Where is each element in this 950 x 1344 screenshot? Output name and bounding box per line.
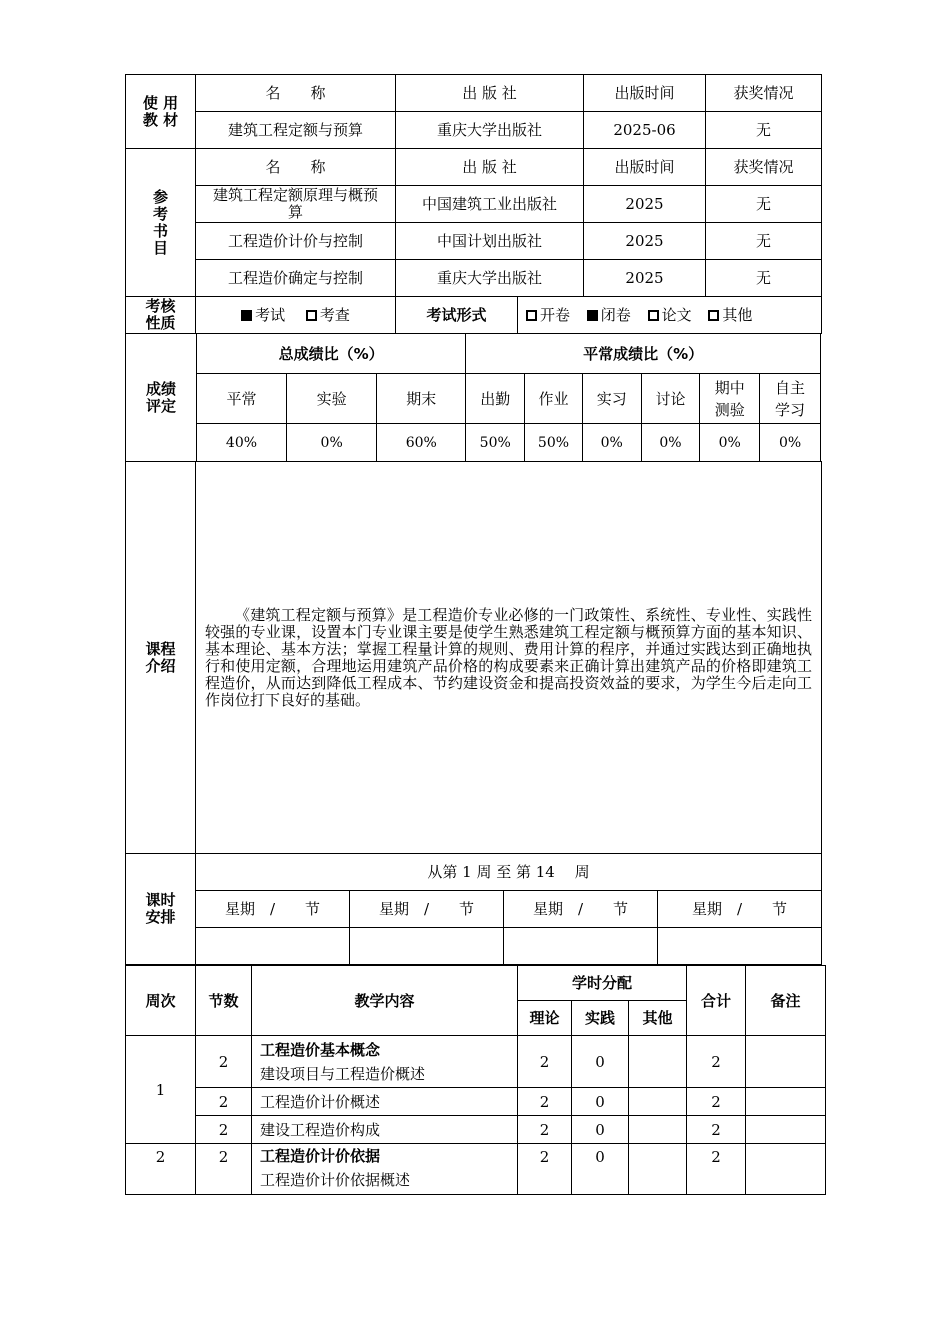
intro-text: 《建筑工程定额与预算》是工程造价专业必修的一门政策性、系统性、专业性、实践性较强的专业课，设置本门专业课主要是使学生熟悉建筑工程定额与概预算方面的基本知识、基本理论、基本方法；掌握工程量计算的规则、费用计算的程序，并通过实践达到正确地执行和使用定额，合理地运用建筑产品价格的构成要素来正确计算出建筑产品的价格即建筑工程造价，从而达到降低工程成本、节约建设资金和提高投资效益的要求，为学生今后走向工作岗位打下良好的基础。 [205, 605, 812, 709]
textbook-reference-table [125, 74, 822, 297]
plan-section: 2 [196, 1088, 252, 1116]
schedule-slot: 星期 / 节 [504, 891, 658, 928]
header-remark: 备注 [746, 966, 826, 1036]
ref-award: 无 [706, 223, 822, 260]
plan-detail: 建设工程造价构成 [252, 1116, 518, 1144]
schedule-weeks: 从第 1 周 至 第 14 周 [196, 854, 822, 891]
schedule-cell [350, 928, 504, 965]
grade-item: 实验 [287, 374, 377, 424]
schedule-table [125, 853, 822, 965]
plan-section: 2 [196, 1036, 252, 1088]
textbook-label: 使 用 教 材 [126, 75, 196, 149]
option-paper[interactable]: 论文 [648, 306, 692, 324]
plan-theory: 2 [518, 1144, 572, 1195]
plan-practice: 0 [572, 1088, 629, 1116]
plan-practice: 0 [572, 1036, 629, 1088]
header-section: 节数 [196, 966, 252, 1036]
schedule-slot: 星期 / 节 [196, 891, 350, 928]
checkbox-empty-icon [648, 310, 659, 321]
grade-item: 实习 [582, 374, 641, 424]
ref-publisher: 重庆大学出版社 [396, 260, 584, 297]
header-total: 合计 [687, 966, 746, 1036]
total-grade-header: 总成绩比（%） [196, 334, 465, 374]
plan-practice: 0 [572, 1116, 629, 1144]
header-name: 名 称 [196, 75, 396, 112]
grade-value: 0% [700, 424, 760, 462]
intro-label: 课程介绍 [126, 462, 196, 854]
plan-section: 2 [196, 1116, 252, 1144]
assessment-label: 考核性质 [126, 297, 196, 334]
plan-theory: 2 [518, 1088, 572, 1116]
ref-publisher: 中国计划出版社 [396, 223, 584, 260]
ref-name: 建筑工程定额原理与概预算 [196, 186, 396, 223]
grade-value: 0% [641, 424, 700, 462]
ref-name: 工程造价计价与控制 [196, 223, 396, 260]
header-award: 获奖情况 [706, 75, 822, 112]
ref-award: 无 [706, 186, 822, 223]
schedule-slot: 星期 / 节 [350, 891, 504, 928]
schedule-cell [504, 928, 658, 965]
option-exam[interactable]: 考试 [241, 306, 285, 324]
checkbox-empty-icon [306, 310, 317, 321]
header-week: 周次 [126, 966, 196, 1036]
grade-value: 0% [582, 424, 641, 462]
grading-table [125, 333, 821, 462]
textbook-publisher: 重庆大学出版社 [396, 112, 584, 149]
ref-date: 2025 [584, 260, 706, 297]
header-practice: 实践 [572, 1001, 629, 1036]
grade-item: 平常 [196, 374, 286, 424]
option-other[interactable]: 其他 [708, 306, 752, 324]
ref-header-name: 名 称 [196, 149, 396, 186]
header-other: 其他 [629, 1001, 687, 1036]
textbook-name: 建筑工程定额与预算 [196, 112, 396, 149]
grade-item: 出勤 [466, 374, 525, 424]
plan-total: 2 [687, 1116, 746, 1144]
plan-total: 2 [687, 1036, 746, 1088]
grade-value: 50% [466, 424, 525, 462]
ref-date: 2025 [584, 186, 706, 223]
header-content: 教学内容 [252, 966, 518, 1036]
grade-value: 50% [525, 424, 583, 462]
exam-form-label: 考试形式 [396, 297, 518, 334]
checkbox-checked-icon [241, 310, 252, 321]
checkbox-checked-icon [587, 310, 598, 321]
option-open-book[interactable]: 开卷 [526, 306, 570, 324]
plan-other [629, 1088, 687, 1116]
plan-content [252, 1036, 518, 1088]
plan-section: 2 [196, 1144, 252, 1195]
checkbox-empty-icon [708, 310, 719, 321]
plan-remark [746, 1036, 826, 1088]
ref-publisher: 中国建筑工业出版社 [396, 186, 584, 223]
schedule-cell [196, 928, 350, 965]
plan-remark [746, 1144, 826, 1195]
plan-total: 2 [687, 1144, 746, 1195]
plan-remark [746, 1116, 826, 1144]
ref-header-date: 出版时间 [584, 149, 706, 186]
checkbox-empty-icon [526, 310, 537, 321]
grade-item: 期末 [377, 374, 466, 424]
ref-header-award: 获奖情况 [706, 149, 822, 186]
grade-value: 0% [760, 424, 821, 462]
option-closed-book[interactable]: 闭卷 [587, 306, 631, 324]
plan-detail: 建设项目与工程造价概述 [260, 1064, 426, 1083]
grading-label: 成绩评定 [126, 334, 197, 462]
plan-title: 工程造价计价依据 [260, 1147, 381, 1165]
plan-theory: 2 [518, 1036, 572, 1088]
header-theory: 理论 [518, 1001, 572, 1036]
plan-remark [746, 1088, 826, 1116]
references-label: 参考书目 [126, 149, 196, 297]
grade-value: 0% [287, 424, 377, 462]
plan-other [629, 1144, 687, 1195]
week-number: 1 [126, 1036, 196, 1144]
option-review[interactable]: 考查 [306, 306, 350, 324]
ref-name: 工程造价确定与控制 [196, 260, 396, 297]
intro-table [125, 461, 822, 854]
header-date: 出版时间 [584, 75, 706, 112]
plan-total: 2 [687, 1088, 746, 1116]
ref-header-publisher: 出 版 社 [396, 149, 584, 186]
week-number: 2 [126, 1144, 196, 1195]
schedule-label: 课时安排 [126, 854, 196, 965]
header-hours: 学时分配 [518, 966, 687, 1001]
grade-item: 自主学习 [760, 374, 821, 424]
grade-value: 40% [196, 424, 286, 462]
plan-title: 工程造价基本概念 [260, 1040, 381, 1059]
plan-detail: 工程造价计价依据概述 [260, 1171, 411, 1189]
plan-theory: 2 [518, 1116, 572, 1144]
plan-detail: 工程造价计价概述 [252, 1088, 518, 1116]
plan-practice: 0 [572, 1144, 629, 1195]
ref-date: 2025 [584, 223, 706, 260]
exam-form-options [518, 297, 822, 334]
intro-body [196, 462, 822, 854]
grade-value: 60% [377, 424, 466, 462]
textbook-date: 2025-06 [584, 112, 706, 149]
textbook-award: 无 [706, 112, 822, 149]
grade-item: 作业 [525, 374, 583, 424]
assessment-options [196, 297, 396, 334]
teaching-plan-table [125, 965, 826, 1195]
schedule-slot: 星期 / 节 [658, 891, 822, 928]
header-publisher: 出 版 社 [396, 75, 584, 112]
schedule-cell [658, 928, 822, 965]
assessment-table [125, 296, 822, 334]
plan-content [252, 1144, 518, 1195]
plan-other [629, 1036, 687, 1088]
grade-item: 讨论 [641, 374, 700, 424]
usual-grade-header: 平常成绩比（%） [466, 334, 821, 374]
ref-award: 无 [706, 260, 822, 297]
plan-other [629, 1116, 687, 1144]
grade-item: 期中测验 [700, 374, 760, 424]
